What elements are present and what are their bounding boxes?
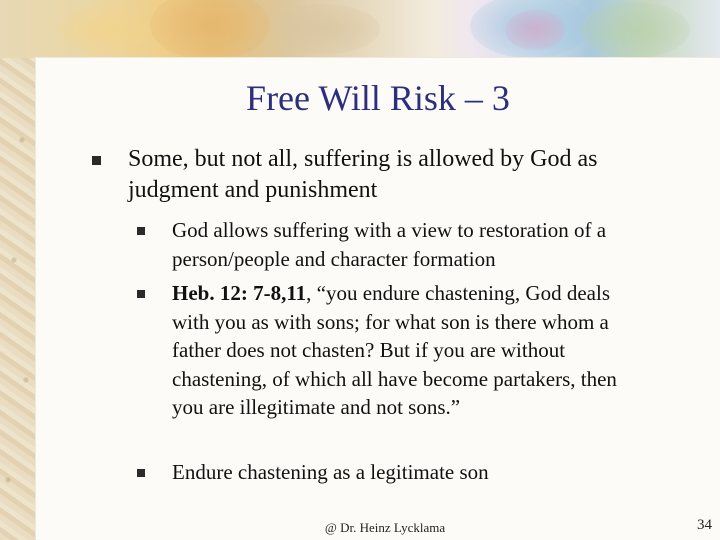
sub-bullet-text	[172, 279, 652, 422]
page-number: 34	[697, 517, 712, 533]
scripture-quote: , “you endure chastening, God deals with you as with sons; for what son is there whom a father does not chasten? But if you are without chastening, of which all have become partakers, then you are illegitimate and not sons.”	[172, 281, 617, 420]
sub-bullet-text: Endure chastening as a legitimate son	[172, 460, 489, 484]
main-bullet-text: Some, but not all, suffering is allowed by God as judgment and punishment	[128, 146, 598, 203]
sub-bullet-square-icon	[137, 290, 145, 298]
sub-bullet-square-icon	[137, 227, 145, 235]
top-decorative-banner	[0, 0, 720, 58]
banner-leaf-shape	[150, 0, 270, 60]
bullet-square-icon	[92, 156, 101, 165]
sub-bullet-square-icon	[137, 469, 145, 477]
slide-title: Free Will Risk – 3	[246, 78, 510, 118]
banner-leaf-shape	[270, 4, 380, 54]
banner-flower-shape	[505, 10, 565, 50]
scripture-reference: Heb. 12: 7-8,11	[172, 281, 307, 305]
sub-bullet-text: God allows suffering with a view to restoration of a person/people and character formation	[172, 218, 607, 271]
left-decorative-band	[0, 0, 36, 540]
footer-credit: @ Dr. Heinz Lycklama	[324, 520, 446, 535]
banner-leaf-shape	[60, 6, 150, 54]
banner-flower-shape	[580, 2, 690, 58]
